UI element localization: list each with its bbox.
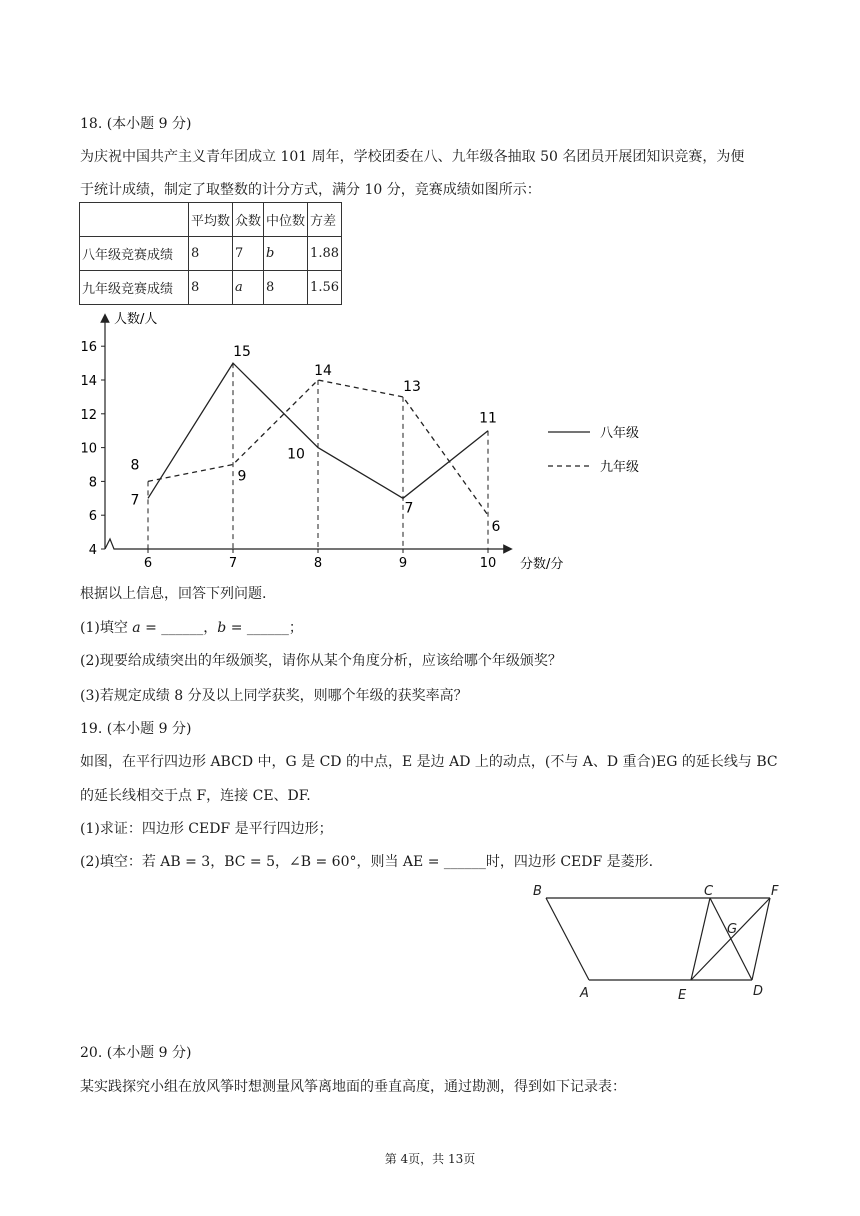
table-header-cell: 众数 (233, 203, 264, 237)
q18-after-text: 根据以上信息，回答下列问题. (80, 586, 267, 602)
legend-label-grade9: 九年级 (600, 460, 640, 475)
x-tick-label: 7 (228, 556, 238, 571)
table-header-cell: 平均数 (189, 203, 233, 237)
data-label: 7 (130, 492, 140, 509)
x-axis-label: 分数/分 (520, 557, 564, 572)
point-label-C: C (704, 884, 714, 899)
table-header-cell: 中位数 (264, 203, 308, 237)
var-b: b (217, 620, 227, 636)
y-axis-label: 人数/人 (114, 312, 158, 327)
data-label: 13 (403, 378, 421, 395)
table-cell: 8 (189, 237, 233, 271)
table-cell: 1.56 (308, 271, 342, 305)
point-label-F: F (771, 884, 779, 899)
table-row (80, 237, 342, 271)
table-cell: 八年级竞赛成绩 (80, 237, 189, 271)
table-cell: 1.88 (308, 237, 342, 271)
q18-sub2: (2)现要给成绩突出的年级颁奖，请你从某个角度分析，应该给哪个年级颁奖？ (80, 653, 562, 669)
y-tick-label: 16 (80, 340, 97, 356)
x-tick-label: 8 (313, 556, 323, 571)
data-label: 8 (130, 457, 140, 474)
q20-title: 20. (本小题 9 分) (80, 1045, 192, 1061)
data-label: 14 (314, 363, 332, 379)
q18-sub3: (3)若规定成绩 8 分及以上同学获奖，则哪个年级的获奖率高？ (80, 688, 468, 704)
var-a: a (132, 620, 141, 636)
q18-sub1-mid: = ______， (140, 620, 218, 636)
table-row (80, 271, 342, 305)
score-line-chart (80, 308, 680, 578)
y-tick-label: 6 (88, 509, 97, 525)
table-cell: 九年级竞赛成绩 (80, 271, 189, 305)
segment-DF (752, 898, 770, 980)
y-tick-label: 8 (88, 475, 97, 491)
q19-sub1: (1)求证：四边形 CEDF 是平行四边形； (80, 821, 333, 837)
table-cell: a (233, 271, 264, 305)
data-label: 15 (233, 344, 251, 361)
q20-text-line1: 某实践探究小组在放风筝时想测量风筝离地面的垂直高度，通过勘测，得到如下记录表： (80, 1079, 626, 1095)
q18-sub1-pre: (1)填空 (80, 620, 133, 636)
y-tick-label: 4 (88, 543, 97, 558)
q19-sub2: (2)填空：若 AB = 3，BC = 5，∠B = 60°，则当 AE = ______时，四边形 CEDF 是菱形. (80, 854, 654, 870)
table-cell: b (264, 237, 308, 271)
table-header-cell (80, 203, 189, 237)
q18-sub1 (80, 618, 303, 638)
table-cell: 7 (233, 237, 264, 271)
q18-sub1-post: = ______； (226, 620, 303, 636)
point-label-D: D (753, 984, 764, 999)
table-header-row (80, 203, 342, 237)
q18-text-line1: 为庆祝中国共产主义青年团成立 101 周年，学校团委在八、九年级各抽取 50 名团员开展团知识竞赛，为便 (80, 149, 745, 165)
segment-CE (691, 898, 710, 980)
segment-BA (546, 898, 589, 980)
y-tick-label: 12 (80, 407, 97, 423)
table-cell: 8 (264, 271, 308, 305)
data-label: 11 (479, 410, 497, 427)
x-tick-label: 6 (143, 556, 153, 571)
table-cell: 8 (189, 271, 233, 305)
data-label: 6 (491, 519, 501, 536)
axis-break (105, 539, 118, 549)
q19-title: 19. (本小题 9 分) (80, 721, 192, 737)
data-label: 9 (237, 468, 247, 485)
q19-text-line1: 如图，在平行四边形 ABCD 中，G 是 CD 的中点，E 是边 AD 上的动点，(不与 A、D 重合)EG 的延长线与 BC (80, 754, 778, 770)
page-footer: 第 4页，共 13页 (384, 1152, 476, 1166)
point-label-A: A (580, 986, 589, 1001)
q18-title: 18. (本小题 9 分) (80, 116, 192, 132)
data-label: 10 (287, 446, 305, 463)
stats-table (79, 202, 342, 305)
q19-text-line2: 的延长线相交于点 F，连接 CE、DF. (80, 788, 311, 804)
parallelogram-figure (520, 875, 790, 1005)
data-label: 7 (404, 500, 414, 517)
table-header-cell: 方差 (308, 203, 342, 237)
point-label-E: E (678, 988, 687, 1003)
y-tick-label: 10 (80, 441, 97, 457)
point-label-B: B (533, 884, 542, 899)
point-label-G: G (727, 922, 738, 937)
y-tick-label: 14 (80, 374, 97, 389)
x-tick-label: 10 (479, 556, 497, 571)
q18-text-line2: 于统计成绩，制定了取整数的计分方式，满分 10 分，竞赛成绩如图所示： (80, 182, 541, 198)
segment-EF (691, 898, 770, 980)
legend-label-grade8: 八年级 (600, 426, 640, 441)
x-tick-label: 9 (398, 556, 408, 571)
